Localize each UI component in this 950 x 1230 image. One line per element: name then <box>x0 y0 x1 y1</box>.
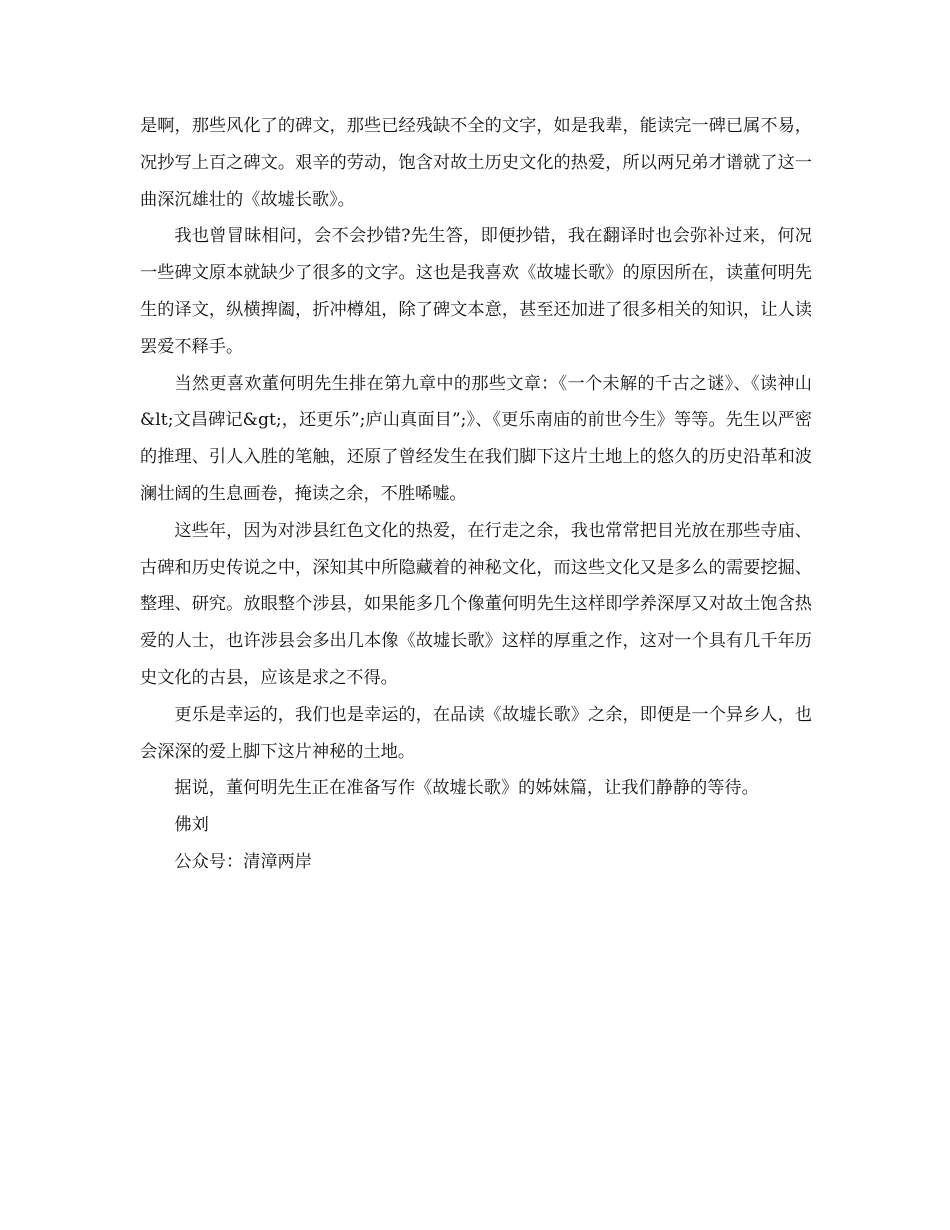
paragraph-1: 是啊，那些风化了的碑文，那些已经残缺不全的文字，如是我辈，能读完一碑已属不易，况抄写上百之碑文。艰辛的劳动，饱含对故土历史文化的热爱，所以两兄弟才谱就了这一曲深沉雄壮的《故墟长歌》。 <box>140 116 812 210</box>
paragraph-3: 当然更喜欢董何明先生排在第九章中的那些文章：《一个未解的千古之谜》、《读神山&lt;文昌碑记&gt;，还更乐”;庐山真面目”;》、《更乐南庙的前世今生》等等。先生以严密的推理、引人入胜的笔触，还原了曾经发生在我们脚下这片土地上的悠久的历史沿革和波澜壮阔的生息画卷，掩读之余，不胜唏嘘。 <box>140 373 812 504</box>
paragraph-6: 据说，董何明先生正在准备写作《故墟长歌》的姊妹篇，让我们静静的等待。 <box>174 778 759 799</box>
public-account-line: 公众号：清漳两岸 <box>174 851 312 872</box>
paragraph-4: 这些年，因为对涉县红色文化的热爱，在行走之余，我也常常把目光放在那些寺庙、古碑和历史传说之中，深知其中所隐藏着的神秘文化，而这些文化又是多么的需要挖掘、整理、研究。放眼整个涉县，如果能多几个像董何明先生这样即学养深厚又对故土饱含热爱的人士，也许涉县会多出几本像《故墟长歌》这样的厚重之作，这对一个具有几千年历史文化的古县，应该是求之不得。 <box>140 520 812 688</box>
document-body <box>140 108 812 881</box>
paragraph-2: 我也曾冒昧相问，会不会抄错?先生答，即便抄错，我在翻译时也会弥补过来，何况一些碑文原本就缺少了很多的文字。这也是我喜欢《故墟长歌》的原因所在，读董何明先生的译文，纵横捭阖，折冲樽俎，除了碑文本意，甚至还加进了很多相关的知识，让人读罢爱不释手。 <box>140 226 812 357</box>
author-signature: 佛刘 <box>174 815 209 836</box>
paragraph-5: 更乐是幸运的，我们也是幸运的，在品读《故墟长歌》之余，即便是一个异乡人，也会深深的爱上脚下这片神秘的土地。 <box>140 704 812 762</box>
